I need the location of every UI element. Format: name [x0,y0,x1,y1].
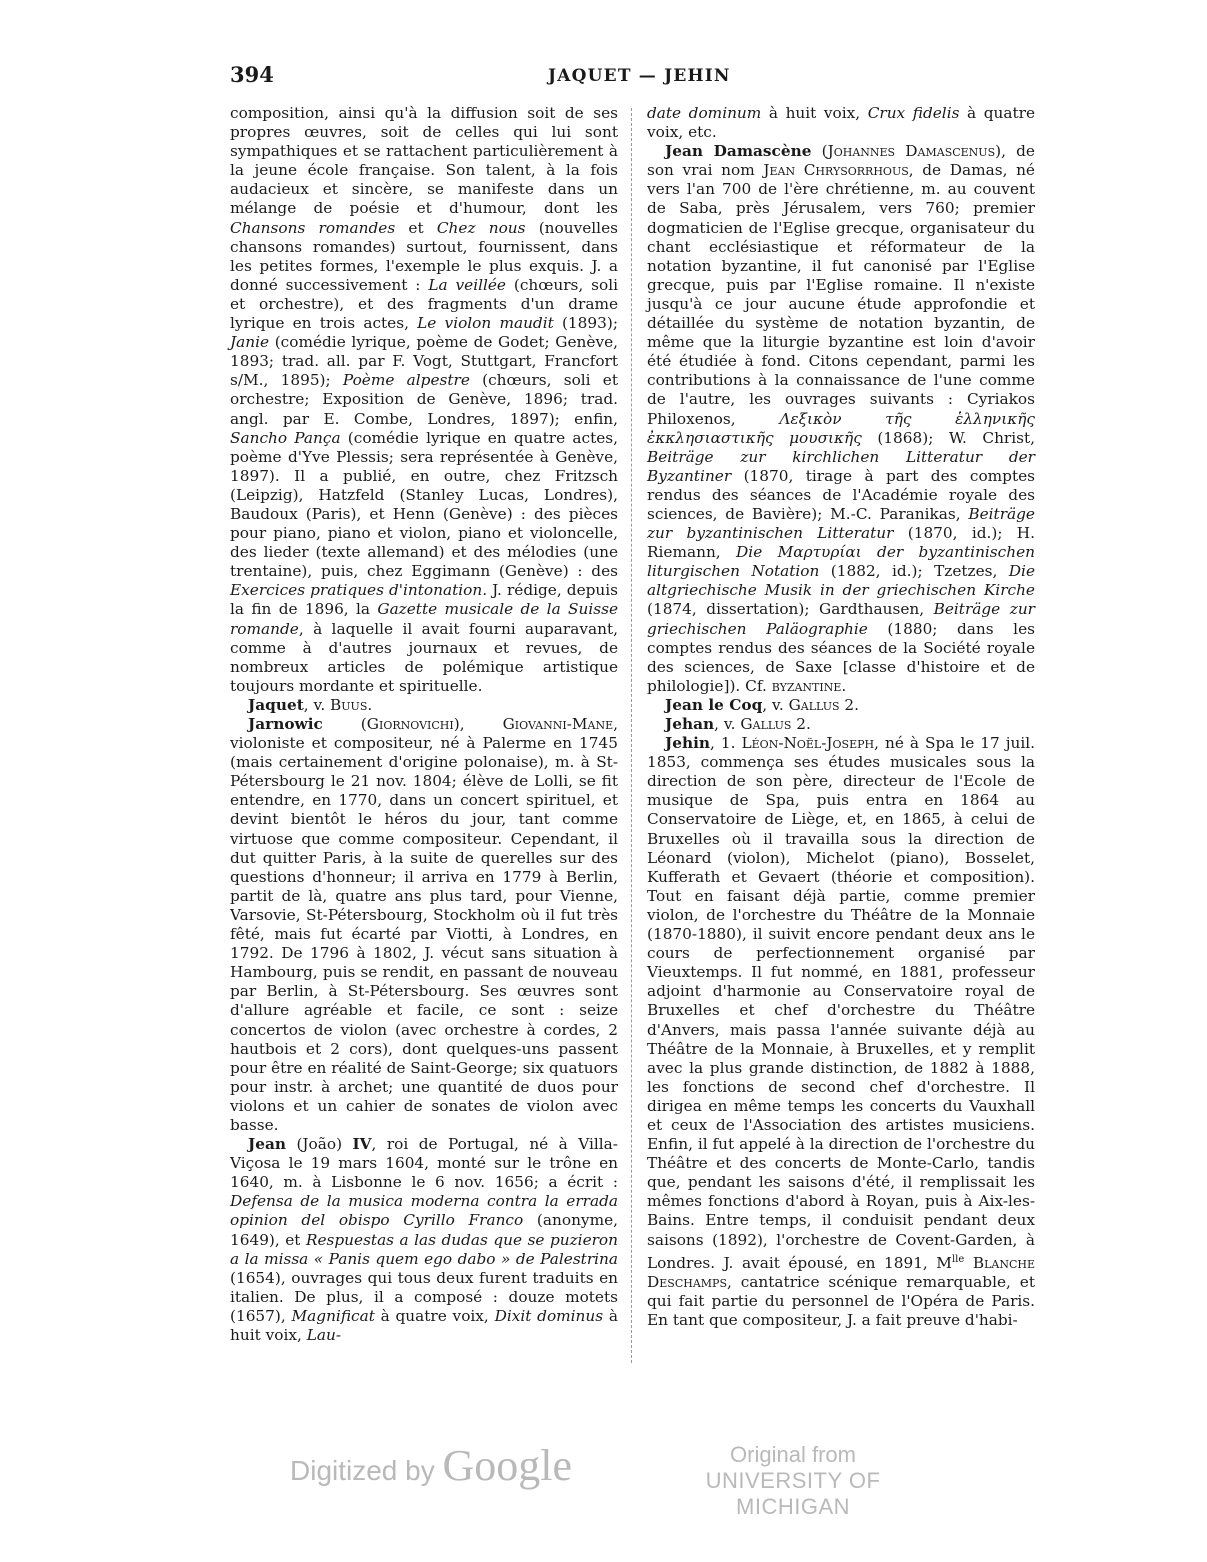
text-run: byzantine [771,676,842,695]
running-head: JAQUET — JEHIN [548,66,731,86]
text-run: ( [811,142,828,161]
text-run: composition, ainsi qu'à la diffusion soit de ses propres œuvres, soit de celles qui lui sont sympathiques et se rattachent particulièrement à la jeune école française. Son talent, à la fois audacieux et sincère, se manifeste dans un mélange de poésie et d'humour, dont les [230,104,618,218]
text-run: Dixit dominus [494,1306,604,1325]
text-run: (chœurs, soli et orchestre; Exposition de Genève, 1896; trad. angl. par E. Combe, Londres, 1897); enfin, [230,371,619,428]
text-run: , v. [303,695,331,714]
text-run: Gallus [788,695,840,714]
text-run: Jaquet [248,695,304,714]
text-run: , 1. [710,734,742,753]
text-run: Johannes Damascenus [827,142,996,161]
text-run: Beiträge zur kirchlichen Litteratur der Byzantiner [647,447,1035,485]
text-run: , de Damas, né vers l'an 700 de l'ère chrétienne, m. au couvent de Saba, près Jérusalem, vers 760; premier dogmaticien de l'Eglise grecque, organisateur du chant ecclésiastique et réformateur de la notation byzantine, il fut canonisé par l'Eglise grecque, puis par l'Eglise romaine. Il n'existe jusqu'à ce jour aucune étude approfondie et détaillée du système de notation byzantin, de même que la liturgie byzantine est loin d'avoir été étudiée à fond. Citons cependant, parmi les contributions à la connaissance de l'une comme de l'autre, les ouvrages suivants : Cyriakos Philoxenos, [647,161,1035,428]
entry-jean-le-coq [647,696,1035,715]
text-run: (anonyme, 1649), et [230,1211,618,1249]
entry-jarnowic [230,715,618,1135]
text-run: . J. rédige, depuis la fin de 1896, la [230,581,619,619]
text-run: (1654), ouvrages qui tous deux furent traduits en italien. De plus, il a composé : douze motets (1657), [230,1268,618,1325]
text-run: à quatre voix, [374,1306,495,1325]
text-run: Respuestas a las dudas que se puzieron a la missa « Panis quem ego dabo » de Palestrina [230,1230,618,1268]
left-column [230,104,618,1345]
entry-jean-damascene [647,142,1035,696]
text-run: date dominum [647,104,762,122]
text-run: , v. [714,715,741,733]
text-run: (1870, id.); H. Riemann, [647,524,1035,562]
text-run: Giornovichi [366,715,454,733]
text-run: Gallus [740,715,792,733]
text-run: Beiträge zur griechischen Paläographie [647,600,1035,638]
text-run: Jarnowic [248,715,323,733]
right-column [647,104,1035,1330]
text-run: lle [951,1253,965,1265]
text-run: ), [453,715,503,733]
text-run: Beiträge zur byzantinischen Litteratur [647,504,1035,543]
text-run: Defensa de la musica moderna contra la errada opinion del obispo Cyrillo Franco [230,1192,618,1230]
text-run: (1882, id.); Tzetzes, [819,562,1009,581]
entry-jehin [647,734,1035,1330]
original-from-watermark [668,1442,918,1520]
text-run: Giovanni-Mane [502,715,614,733]
text-run: Jehan [665,715,715,733]
text-run: Die Μαρτυρίαι der byzantinischen liturgischen Notation [647,543,1035,581]
text-run: 2. [839,695,860,714]
text-run: Jehin [665,734,711,753]
text-run: . [841,676,847,695]
text-run: (João) [286,1135,353,1154]
university-text: UNIVERSITY OF MICHIGAN [705,1468,881,1519]
text-run: Janie [230,333,270,352]
text-run: Jean Chrysorrhous [763,161,909,180]
text-run: , à laquelle il avait fourni auparavant, comme à d'autres journaux et revues, de nombreux articles de polémique artistique toujours mordante et spirituelle. [230,619,618,695]
text-run: Le violon maudit [417,314,554,333]
text-run: Exercices pratiques d'intonation [230,581,483,600]
text-run [964,1254,973,1272]
text-run: Magnificat [291,1306,375,1325]
text-run: à quatre voix, etc. [647,104,1035,142]
text-run: Poème alpestre [342,371,470,390]
text-run: (1880; dans les comptes rendus des séances de la Société royale des sciences, de Saxe [classe d'histoire et de philologie]). Cf. [647,619,1035,695]
text-run: Gazette musicale de la Suisse romande [230,600,618,638]
text-run: et [395,218,437,237]
text-run: (comédie lyrique en quatre actes, poème d'Yve Plessis; sera représentée à Genève, 1897). Il a publié, en outre, chez Fritzsch (Leipzig), Hatzfeld (Stanley Lucas, Londres), Baudoux (Paris), et Henn (Genève) : des pièces pour piano, piano et violon, piano et violoncelle, des lieder (texte allemand) et des mélodies (une trentaine), puis, chez Eggimann (Genève) : des [230,428,618,581]
text-run: Jean [248,1135,287,1154]
text-run: (nouvelles chansons romandes) surtout, fournissent, dans les petites formes, l'exemple le plus exquis. J. a donné successivement : [230,218,618,294]
text-run: (1868); W. Christ, [861,428,1035,447]
entry-jean-iv-continuation [647,104,1035,142]
text-run: Léon-Noël-Joseph [741,734,875,753]
text-run: (chœurs, soli et orchestre), et des fragments d'un drame lyrique en trois actes, [230,275,618,333]
text-run: , roi de Portugal, né à Villa-Viçosa le 19 mars 1604, monté sur le trône en 1640, m. à Lisbonne le 6 nov. 1656; a écrit : [230,1135,618,1192]
text-run: Buus [330,695,368,714]
text-run: . [367,695,373,714]
text-run: La veillée [428,275,506,294]
text-run: (comédie lyrique, poème de Godet; Genève, 1893; trad. all. par F. Vogt, Stuttgart, Francfort s/M., 1895); [230,333,618,390]
text-run: ), de son vrai nom [647,142,1035,180]
text-run: Chez nous [436,218,526,237]
google-logo: Google [442,1441,573,1490]
text-run: Jean Damascène [665,142,812,161]
text-run: (1893); [553,314,618,333]
text-run: , cantatrice scénique remarquable, et qui fait partie du personnel de l'Opéra de Paris. En tant que compositeur, J. a fait preuve d'habi- [647,1272,1035,1329]
text-run: (1874, dissertation); Gardthausen, [647,600,934,619]
text-run: 2. [791,715,811,733]
entry-jean-iv [230,1135,618,1345]
text-run: ( [322,715,367,733]
entry-jehan [647,715,1035,734]
column-divider [631,108,632,1363]
entry-jaquet [230,696,618,715]
text-run: Λεξικὸν τῆς ἑλληνικῆς ἐκκλησιαστικῆς μουσικῆς [647,409,1035,447]
text-run: Jean le Coq [665,695,763,714]
entry-continuation [230,104,618,696]
digitized-by-watermark [290,1440,572,1491]
digitized-by-text: Digitized by [290,1455,435,1486]
text-run: Die altgriechische Musik in der griechischen Kirche [647,562,1036,600]
text-run: Chansons romandes [230,218,396,237]
text-run: , violoniste et compositeur, né à Palerme en 1745 (mais certainement d'origine polonaise), m. à St-Pétersbourg le 21 nov. 1804; élève de Lolli, se fit entendre, en 1770, dans un concert spirituel, et devint bientôt le héros du jour, tant comme virtuose que comme compositeur. Cependant, il dut quitter Paris, à la suite de querelles sur des questions d'honneur; il arriva en 1779 à Berlin, partit de là, quatre ans plus tard, pour Vienne, Varsovie, St-Pétersbourg, Stockholm où il fut très fêté, mais fut écarté par Viotti, à Londres, en 1792. De 1796 à 1802, J. vécut sans situation à Hambourg, puis se rendit, en passant de nouveau par Berlin, à St-Pétersbourg. Ses œuvres sont d'allure agréable et facile, ce sont : seize concertos de violon (avec orchestre à cordes, 2 hautbois et 2 cors), dont quelques-uns passent pour être en réalité de Saint-George; six quatuors pour instr. à archet; une quantité de duos pour violons et un cahier de sonates de violon avec basse. [230,715,618,1134]
text-run: Crux fidelis [867,104,960,122]
text-run: à huit voix, [761,104,868,122]
text-run: Sancho Pança [230,428,341,447]
text-run: , v. [762,695,789,714]
text-run: , né à Spa le 17 juil. 1853, commença ses études musicales sous la direction de son père, directeur de l'Ecole de musique de Spa, puis entra en 1864 au Conservatoire de Liège, et, en 1865, à celui de Bruxelles où il travailla sous la direction de Léonard (violon), Michelot (piano), Bosselet, Kufferath et Gevaert (théorie et composition). Tout en faisant déjà partie, comme premier violon, de l'orchestre du Théâtre de la Monnaie (1870-1880), il suivit encore pendant deux ans le cours de perfectionnement organisé par Vieuxtemps. Il fut nommé, en 1881, professeur adjoint d'harmonie au Conservatoire royal de Bruxelles et chef d'orchestre du Théâtre d'Anvers, mais passa l'année suivante déjà au Théâtre de la Monnaie, à Bruxelles, et y remplit avec la plus grande distinction, de 1882 à 1888, les fonctions de second chef d'orchestre. Il dirigea en même temps les concerts du Vauxhall et ceux de l'Association des artistes musiciens. Enfin, il fut appelé à la direction de l'orchestre du Théâtre et des concerts de Monte-Carlo, tandis que, pendant les saisons d'été, il remplissait les mêmes fonctions d'abord à Royan, puis à Aix-les-Bains. Entre temps, il conduisit pendant deux saisons (1892), l'orchestre de Covent-Garden, à Londres. J. avait épousé, en 1891, M [647,734,1035,1272]
text-run: Blanche Deschamps [647,1253,1035,1291]
original-from-text: Original from [730,1442,856,1467]
text-run: Lau- [306,1326,342,1344]
text-run: à huit voix, [230,1306,618,1344]
text-run: (1870, tirage à part des comptes rendus des séances de l'Académie royale des sciences, de Bavière); M.-C. Paranikas, [647,466,1035,523]
text-run: IV [352,1135,372,1154]
page-number: 394 [230,62,274,87]
